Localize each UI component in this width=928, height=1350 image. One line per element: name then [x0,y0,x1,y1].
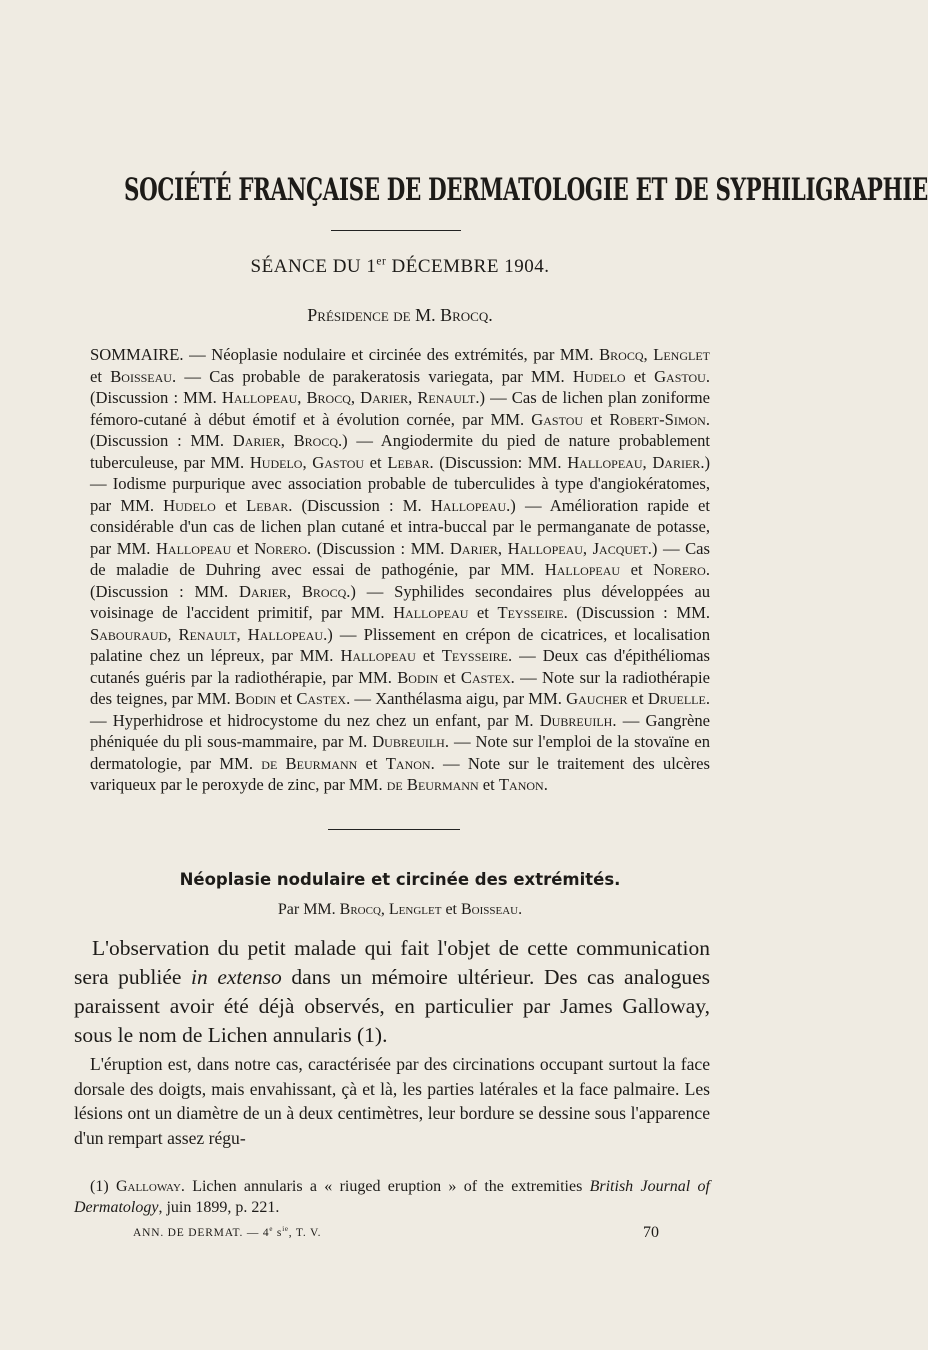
footnote-author: Galloway [115,1178,181,1195]
footer-left-c: , T. V. [288,1227,322,1239]
para1-text-a: L'observation du petit malade qui fait l'objet de cette communication sera publiée [74,936,710,989]
summary-author-names: Hudelo [572,366,626,386]
summary-text-segment: et [478,775,499,794]
summary-text-segment: .) — Amélioration rapide et considérable d'un cas de lichen plan cutané et intra-buccal par le permanganate de potasse, par MM. [90,495,710,558]
summary-text-segment: . (Discussion : MM. [90,560,710,601]
summary-text-segment: .) — Iodisme purpurique avec association probable de tuberculides à type d'angiokératomes, par MM. [90,452,710,515]
summary-text-segment: et [90,366,111,386]
summary-author-names: Hudelo [163,495,216,515]
summary-text-segment: et [275,689,297,708]
summary-author-names: Norero [254,538,307,558]
summary-text-segment: et [415,646,442,665]
summary-text-segment: .) — Cas de maladie de Duhring avec essai de pathogénie, par MM. [90,538,710,579]
footnote-number: (1) [90,1178,116,1195]
summary-text-segment: .) — Plissement en crépon de cicatrices, et localisation palatine chez un lépreux, par MM. [90,624,711,665]
summary-body [90,345,710,794]
summary-text-segment: . (Discussion : MM. [563,603,710,622]
summary-text-segment: et [357,753,386,773]
summary-text-segment: . [543,775,548,794]
summary-author-names: Lenglet [653,345,710,364]
summary-author-names: Castex [460,667,511,687]
summary-author-names: Castex [296,689,347,708]
summary-text-segment: . — Note sur le traitement des ulcères variqueux par le peroxyde de zinc, par MM. [90,753,710,794]
seance-date [0,256,800,278]
summary-text-segment: , [643,345,654,364]
summary-text-segment: . (Discussion : MM. [306,538,450,558]
article-paragraph-2: L'éruption est, dans notre cas, caractérisée par des circinations occupant surtout la face dorsale des doigts, mais envahissant, çà et là, les parties latérales et la face palmaire. Les lésions ont un diamètre de un à deux centimètres, leur bordure se dessine sous l'apparence d'un rempart assez régu- [74,1054,710,1148]
summary-text-segment: . (Discussion : MM. [90,366,710,407]
authors-last: Boisseau [460,901,519,918]
summary-author-names: Dubreuilh [372,732,445,751]
summary-author-names: Hallopeau [340,646,416,665]
authors-prefix: Par MM. [277,901,340,918]
summary-text-segment: . (Discussion: MM. [429,452,568,472]
page-number: 70 [643,1224,659,1241]
summary-text-segment: . (Discussion : M. [288,495,431,515]
summary-text-segment: — Néoplasie nodulaire et circinée des extrémités, par MM. [183,345,600,364]
summary-text-segment: .) — Syphilides secondaires plus développées au voisinage de l'accident primitif, par MM. [90,581,710,622]
footer-left-a: ANN. DE DERMAT. — 4 [133,1227,270,1239]
summary-text-segment: . — Xanthélasma aigu, par MM. [346,689,567,708]
summary-author-names: Hallopeau [155,538,232,558]
summary-author-names: Robert-Simon [609,409,706,429]
presidence-line: Présidence de M. Brocq. [307,305,493,325]
footer-sup-2: ie [282,1226,289,1234]
title-rule [331,230,461,231]
summary-author-names: Norero [653,560,706,579]
authors-end: . [518,901,523,918]
summary-author-names: Druelle [647,689,706,708]
summary-author-names: Gastou [654,366,706,386]
article-authors [0,901,800,919]
summary-text-segment: . — Deux cas d'épithéliomas cutanés guéris par la radiothérapie, par MM. [90,646,711,687]
footer-left-b: s [273,1227,283,1239]
footnote-text-b: , juin 1899, p. 221. [158,1199,280,1216]
summary-author-names: Tanon [498,775,544,794]
summary-author-names: Gastou [531,409,584,429]
summary-text-segment: et [583,409,610,429]
summary-text-segment: et [627,689,648,708]
summary-author-names: Tanon [385,753,431,773]
summary-author-names: Hallopeau [393,603,469,622]
summary-text-segment: . — Note sur la radiothérapie des teignes, par MM. [90,667,710,708]
footnote-journal: British Journal of Dermatology [74,1178,711,1216]
summary-text-segment: . (Discussion : MM. [90,409,710,450]
footnote [74,1176,710,1218]
summary-author-names: Darier, Hallopeau, Jacquet [449,538,648,558]
summary-author-names: Hudelo, Gastou [249,452,365,472]
summary-text-segment: . — Cas probable de parakeratosis variegata, par MM. [171,366,573,386]
summary-author-names: Lebar [246,495,289,515]
summary-text-segment: et [468,603,498,622]
article-paragraph-1 [74,934,710,1050]
seance-suffix: DÉCEMBRE 1904. [386,256,550,277]
authors-mid: et [441,901,461,918]
summary-author-names: Teysseire [497,603,564,622]
summary-text-segment: et [215,495,247,515]
summary-text-segment: .) — Cas de lichen plan zoniforme fémoro-cutané à début émotif et à évolution cornée, par MM. [90,388,710,429]
summary-author-names: Sabouraud, Renault, Hallopeau [90,624,324,644]
summary-author-names: de Beurmann [261,753,358,773]
summary-text-segment: . — Gangrène phéniquée du pli sous-mammaire, par M. [90,710,710,751]
summary-author-names: Gaucher [566,689,628,708]
summary-text-segment: .) — Angiodermite du pied de nature probablement tuberculeuse, par MM. [90,431,710,472]
summary-text-segment: . — Note sur l'emploi de la stovaïne en dermatologie, par MM. [90,732,710,773]
summary-author-names: Lebar [387,452,430,472]
summary-lead: SOMMAIRE. [90,345,184,364]
summary-author-names: Hallopeau, Darier [567,452,701,472]
summary-paragraph [90,344,710,796]
summary-text-segment: . — Hyperhidrose et hidrocystome du nez chez un enfant, par M. [90,689,710,730]
summary-author-names: Darier, Brocq [238,581,347,601]
summary-author-names: Teysseire [441,646,508,665]
footer-sup-1: e [269,1226,274,1234]
summary-author-names: Boisseau [110,366,172,386]
summary-text-segment: et [625,366,655,386]
running-footer [133,1227,321,1239]
summary-rule [328,829,460,830]
footnote-text-a: . Lichen annularis a « riuged eruption » of the extremities [180,1178,590,1195]
article-title: Néoplasie nodulaire et circinée des extrémités. [179,870,621,889]
para1-text-b: dans un mémoire ultérieur. Des cas analogues paraissent avoir été déjà observés, en particulier par James Galloway, sous le nom de Lichen annularis (1). [74,965,710,1047]
journal-title: SOCIÉTÉ FRANÇAISE DE DERMATOLOGIE ET DE SYPHILIGRAPHIE [124,172,928,208]
summary-author-names: Darier, Brocq [232,431,338,450]
summary-author-names: Hallopeau, Brocq, Darier, Renault [221,388,476,407]
summary-author-names: Bodin [234,689,276,708]
summary-text-segment: et [364,452,388,472]
summary-author-names: Brocq [599,345,644,364]
summary-author-names: Dubreuilh [539,710,613,730]
authors-names: Brocq, Lenglet [339,901,442,918]
para1-emphasis: in extenso [191,965,282,989]
summary-author-names: de Beurmann [386,775,479,794]
summary-text-segment: et [620,560,654,579]
seance-sup: er [376,255,387,268]
summary-author-names: Bodin [397,667,439,687]
summary-text-segment: et [231,538,255,558]
summary-author-names: Hallopeau [544,560,621,579]
summary-text-segment: et [438,667,461,687]
summary-author-names: Hallopeau [430,495,507,515]
seance-prefix: SÉANCE DU 1 [250,256,377,277]
